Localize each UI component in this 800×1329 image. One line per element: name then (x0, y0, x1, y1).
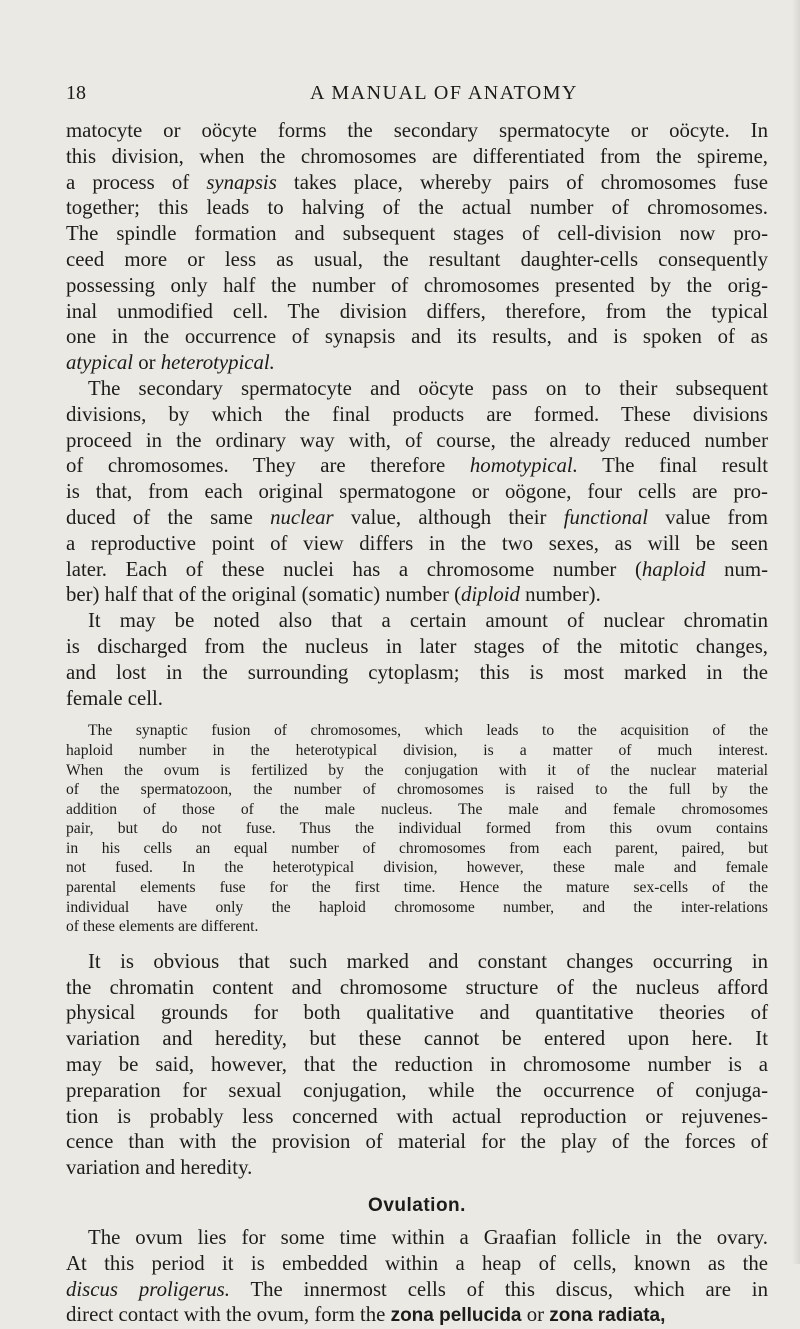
text-line: in his cells an equal number of chromosomes from each parent, paired, but (66, 839, 768, 857)
text-line: is that, from each original spermatogone or oögone, four cells are pro- (66, 480, 768, 504)
text-line: female cell. (66, 686, 163, 710)
italic-term: heterotypical. (160, 351, 275, 375)
text-line: The secondary spermatocyte and oöcyte pass on to their subsequent (88, 376, 768, 400)
text-line: direct contact with the ovum, form the zona pellucida or zona radiata, (66, 1303, 666, 1327)
page-header (66, 82, 766, 110)
text-line: possessing only half the number of chromosomes presented by the orig- (66, 273, 768, 297)
text-line: haploid number in the heterotypical division, is a matter of much interest. (66, 741, 768, 759)
section-heading-ovulation: Ovulation. (368, 1195, 466, 1217)
text-line: atypical or heterotypical. (66, 351, 275, 375)
text-line: may be said, however, that the reduction in chromosome number is a (66, 1053, 768, 1077)
text-line: a reproductive point of view differs in the two sexes, as will be seen (66, 531, 768, 555)
text-line: pair, but do not fuse. Thus the individual formed from this ovum contains (66, 820, 768, 838)
text-line: tion is probably less concerned with actual reproduction or rejuvenes- (66, 1104, 768, 1128)
text-line: It is obvious that such marked and constant changes occurring in (88, 949, 768, 973)
text-line: parental elements fuse for the first time. Hence the mature sex-cells of the (66, 879, 768, 897)
text-line: is discharged from the nucleus in later stages of the mitotic changes, (66, 634, 768, 658)
text-line: variation and heredity, but these cannot be entered upon here. It (66, 1027, 768, 1051)
text-line: the chromatin content and chromosome structure of the nucleus afford (66, 975, 768, 999)
paragraph-variation-heredity (66, 949, 768, 1181)
text-line: When the ovum is fertilized by the conjugation with it of the nuclear material (66, 761, 768, 779)
text-line: preparation for sexual conjugation, while the occurrence of conjuga- (66, 1078, 768, 1102)
page-body (66, 118, 768, 1329)
text-line: divisions, by which the final products are formed. These divisions (66, 402, 768, 426)
text-line: physical grounds for both qualitative and quantitative theories of (66, 1001, 768, 1025)
text-line: one in the occurrence of synapsis and its results, and is spoken of as (66, 325, 768, 349)
italic-term: functional (563, 505, 649, 529)
text-line: variation and heredity. (66, 1156, 253, 1180)
text-line: It may be noted also that a certain amount of nuclear chromatin (88, 609, 768, 633)
italic-term: diploid (461, 583, 520, 607)
small-print-note (66, 721, 768, 937)
text-line: of chromosomes. They are therefore homotypical. The final result (66, 454, 769, 478)
page-number: 18 (66, 82, 86, 104)
text-line: together; this leads to halving of the actual number of chromosomes. (66, 196, 768, 220)
text-line: The ovum lies for some time within a Graafian follicle in the ovary. (88, 1226, 768, 1250)
text-line: later. Each of these nuclei has a chromosome number (haploid num- (66, 557, 768, 581)
text-line: inal unmodified cell. The division differs, therefore, from the typical (66, 299, 768, 323)
text-line: matocyte or oöcyte forms the secondary spermatocyte or oöcyte. In (66, 119, 768, 142)
bold-term: zona pellucida (390, 1305, 522, 1327)
text-line: addition of those of the male nucleus. The male and female chromosomes (66, 800, 768, 818)
italic-term: synapsis (206, 170, 277, 194)
text-line: At this period it is embedded within a heap of cells, known as the (66, 1251, 768, 1275)
text-line: and lost in the surrounding cytoplasm; this is most marked in the (66, 660, 768, 684)
italic-term: haploid (641, 557, 706, 581)
bold-term: zona radiata, (549, 1305, 666, 1327)
text-line: discus proligerus. The innermost cells of this discus, which are in (66, 1277, 768, 1301)
text-line: of the spermatozoon, the number of chromosomes is raised to the full by the (66, 781, 768, 799)
paragraph (66, 118, 768, 376)
text-line: ceed more or less as usual, the resultant daughter-cells consequently (66, 247, 768, 271)
page-edge-shadow (792, 0, 800, 1264)
paragraph (66, 376, 768, 608)
text-line: The spindle formation and subsequent stages of cell-division now pro- (66, 222, 768, 246)
text-line: proceed in the ordinary way with, of course, the already reduced number (66, 428, 768, 452)
text-line: not fused. In the heterotypical division, however, these male and female (66, 859, 768, 877)
paragraph (66, 608, 768, 711)
text-line: ber) half that of the original (somatic) number (diploid number). (66, 583, 601, 607)
italic-term: atypical (66, 351, 133, 375)
text-line: cence than with the provision of material for the play of the forces of (66, 1130, 768, 1154)
text-line: a process of synapsis takes place, whereby pairs of chromosomes fuse (66, 170, 768, 194)
paragraph-ovulation (66, 1225, 768, 1329)
text-line: duced of the same nuclear value, although their functional value from (66, 505, 768, 529)
italic-term: discus proligerus. (66, 1277, 230, 1301)
text-line: this division, when the chromosomes are differentiated from the spireme, (66, 144, 768, 168)
text-line: of these elements are different. (66, 918, 259, 936)
running-title: A MANUAL OF ANATOMY (310, 82, 578, 104)
text-line: The synaptic fusion of chromosomes, which leads to the acquisition of the (88, 722, 768, 740)
italic-term: homotypical. (469, 454, 578, 478)
italic-term: nuclear (270, 505, 334, 529)
text-line: individual have only the haploid chromosome number, and the inter-relations (66, 898, 768, 916)
main-paragraphs (66, 118, 768, 711)
